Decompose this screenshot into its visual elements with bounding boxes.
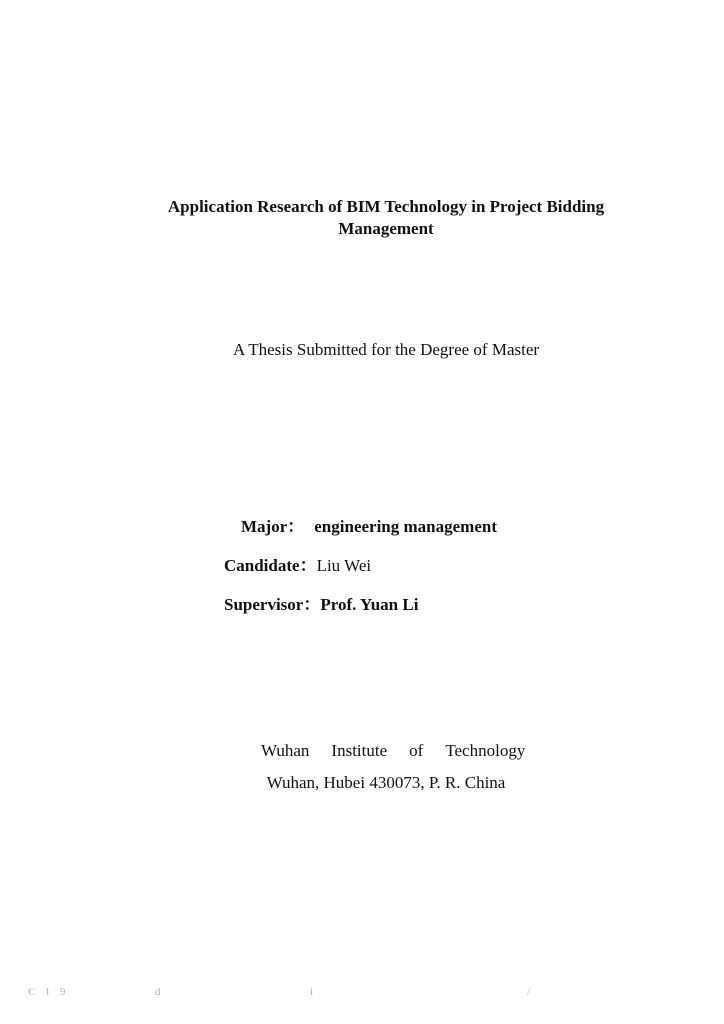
candidate-label: Candidate [224,556,300,575]
supervisor-value: Prof. Yuan Li [320,595,419,614]
degree-statement: A Thesis Submitted for the Degree of Master [232,340,540,359]
title-line-1: Application Research of BIM Technology in Project Bidding [167,197,605,216]
footer-mark-3: i [310,986,318,998]
candidate-value: Liu Wei [316,556,372,575]
major-label: Major [241,517,288,536]
institution-address: Wuhan, Hubei 430073, P. R. China [266,773,506,792]
institution-word-2: Institute [331,741,388,760]
supervisor-label: Supervisor [224,595,304,614]
footer-mark-4: / [527,986,535,998]
institution-name [261,741,525,761]
supervisor-separator: ： [303,595,321,614]
candidate-separator: ： [299,556,317,575]
major-value: engineering management [314,517,497,536]
footer-mark-2: d [155,986,165,998]
supervisor-row [224,590,418,615]
title-line-2: Management [338,219,434,238]
thesis-title [0,196,724,240]
major-row [241,512,497,537]
candidate-row [224,551,371,576]
institution-word-1: Wuhan [261,741,310,760]
major-separator: ： [287,517,305,536]
institution-word-3: of [409,741,424,760]
footer-mark-1: C l 9 [28,986,70,998]
institution-word-4: Technology [445,741,526,760]
